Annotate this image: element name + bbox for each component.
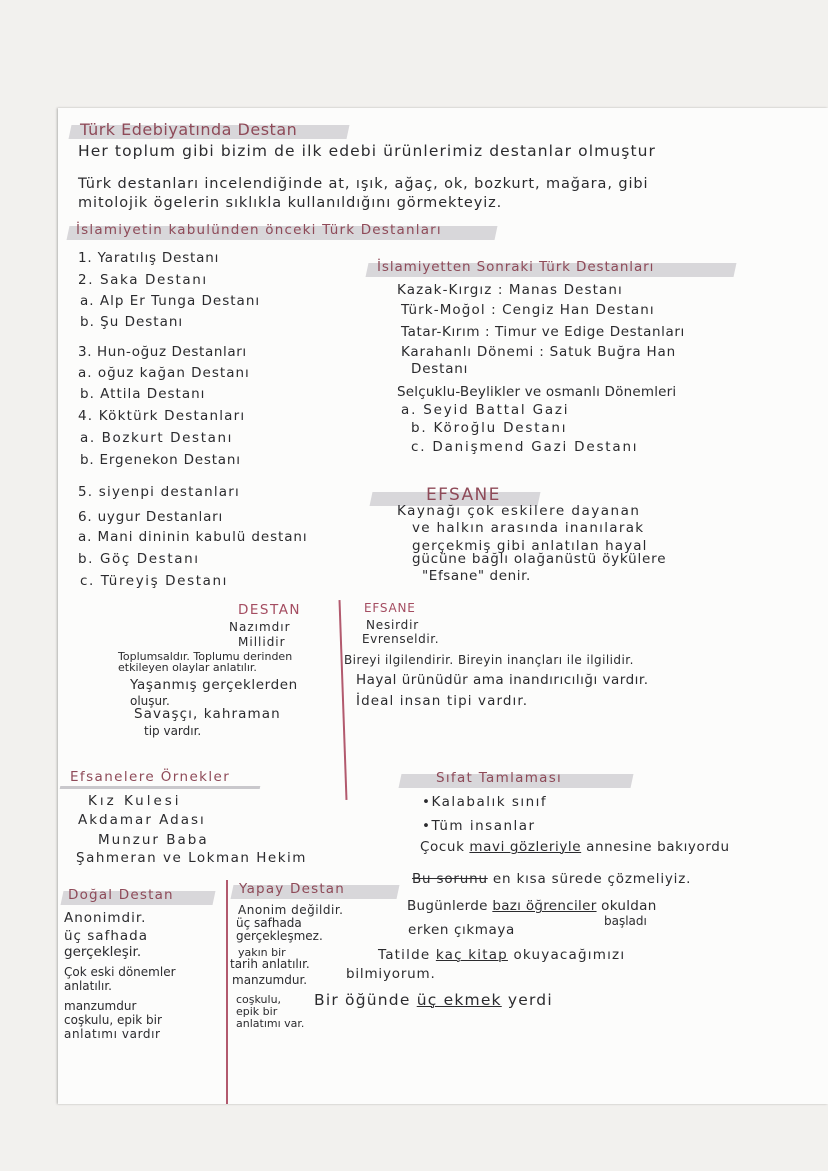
sentence-underlined: kaç kitap	[435, 947, 508, 963]
efsane-feature: Evrenseldir.	[362, 632, 440, 646]
list-item: b. Ergenekon Destanı	[80, 452, 241, 468]
sifat-sentence-3c: erken çıkmaya	[408, 922, 515, 938]
sifat-example: •Kalabalık sınıf	[422, 794, 548, 810]
sentence-word: Çocuk	[420, 839, 465, 855]
list-item: a. Bozkurt Destanı	[80, 430, 233, 446]
list-item: a. Alp Er Tunga Destanı	[80, 293, 261, 309]
destan-title: DESTAN	[238, 602, 302, 618]
destan-feature: Millidir	[238, 635, 286, 649]
page-title: Türk Edebiyatında Destan	[80, 120, 298, 139]
intro-line-2: Türk destanları incelendiğinde at, ışık, ağaç, ok, bozkurt, mağara, gibi	[78, 176, 649, 192]
example-item: Şahmeran ve Lokman Hekim	[76, 850, 307, 866]
list-item: 3. Hun-oğuz Destanları	[78, 344, 247, 360]
efsane-title: EFSANE	[364, 601, 416, 615]
destan-feature: tip vardır.	[144, 724, 202, 738]
dogal-feature: coşkulu, epik bir	[64, 1013, 162, 1027]
example-item: Kız Kulesi	[88, 793, 182, 809]
destan-feature: Yaşanmış gerçeklerden	[130, 677, 298, 693]
sifat-sentence-4	[378, 949, 625, 963]
efsane-heading: EFSANE	[426, 485, 501, 505]
sentence-word: Bir öğünde	[314, 991, 411, 1009]
sentence-underlined: mavi gözleriyle	[469, 839, 582, 855]
yapay-feature: manzumdur.	[232, 973, 308, 987]
sentence-word: Bugünlerde	[407, 898, 488, 914]
yapay-feature: anlatımı var.	[236, 1017, 305, 1030]
list-item: Selçuklu-Beylikler ve osmanlı Dönemleri	[397, 384, 677, 400]
list-item: a. Seyid Battal Gazi	[401, 402, 570, 418]
sentence-word: yerdi	[507, 991, 553, 1009]
sifat-sentence-4b: bilmiyorum.	[346, 966, 436, 982]
efsane-feature: Nesirdir	[366, 618, 419, 632]
dogal-feature: anlatılır.	[64, 979, 112, 993]
list-item: a. Mani dininin kabulü destanı	[78, 529, 308, 545]
sentence-word: en kısa sürede çözmeliyiz.	[492, 871, 692, 887]
list-item: Kazak-Kırgız : Manas Destanı	[397, 282, 623, 298]
sentence-word: okuldan	[601, 898, 657, 914]
dogal-heading: Doğal Destan	[68, 887, 174, 903]
destan-feature: Nazımdır	[229, 620, 291, 634]
sifat-sentence-2	[412, 873, 691, 887]
yapay-heading: Yapay Destan	[239, 881, 346, 897]
efsane-line: gücüne bağlı olağanüstü öykülere	[412, 551, 667, 567]
yapay-feature: tarih anlatılır.	[230, 957, 310, 971]
examples-highlight	[60, 786, 261, 789]
destan-feature: Savaşçı, kahraman	[134, 706, 281, 722]
example-item: Akdamar Adası	[78, 812, 206, 828]
efsane-feature: Hayal ürünüdür ama inandırıcılığı vardır.	[356, 672, 649, 688]
dogal-feature: Çok eski dönemler	[64, 965, 176, 979]
efsane-line: ve halkın arasında inanılarak	[412, 520, 645, 536]
examples-heading: Efsanelere Örnekler	[70, 769, 231, 785]
yapay-feature: Anonim değildir.	[238, 903, 344, 917]
pre-islam-heading: İslamiyetin kabulünden önceki Türk Destanları	[76, 222, 442, 238]
sifat-sentence-3b: başladı	[604, 914, 647, 928]
yapay-feature: coşkulu,	[236, 993, 282, 1006]
sifat-sentence-3	[407, 900, 657, 914]
post-islam-heading: İslamiyetten Sonraki Türk Destanları	[377, 259, 655, 275]
dogal-feature: anlatımı vardır	[64, 1027, 161, 1041]
list-item: 1. Yaratılış Destanı	[78, 250, 220, 266]
sentence-word: annesine bakıyordu	[586, 839, 730, 855]
list-item: b. Göç Destanı	[78, 551, 200, 567]
destan-type-divider	[226, 880, 228, 1104]
dogal-feature: gerçekleşir.	[64, 944, 142, 960]
list-item: 4. Köktürk Destanları	[78, 408, 246, 424]
yapay-feature: üç safhada	[236, 916, 302, 930]
sentence-struck: Bu sorunu	[412, 871, 488, 887]
list-item: Türk-Moğol : Cengiz Han Destanı	[401, 302, 655, 318]
yapay-feature: gerçekleşmez.	[236, 929, 323, 943]
efsane-line: "Efsane" denir.	[422, 568, 531, 584]
list-item: 6. uygur Destanları	[78, 509, 224, 525]
list-item: Karahanlı Dönemi : Satuk Buğra Han	[401, 344, 676, 360]
list-item: 5. siyenpi destanları	[78, 484, 240, 500]
destan-feature: oluşur.	[130, 694, 170, 708]
intro-line-1: Her toplum gibi bizim de ilk edebi ürünlerimiz destanlar olmuştur	[78, 142, 657, 160]
efsane-feature: İdeal insan tipi vardır.	[356, 693, 529, 709]
list-item: b. Şu Destanı	[80, 314, 184, 330]
sifat-sentence-1	[420, 841, 730, 855]
dogal-feature: manzumdur	[64, 999, 137, 1013]
yapay-feature: yakın bir	[238, 946, 286, 959]
dogal-feature: üç safhada	[64, 928, 148, 944]
sifat-heading: Sıfat Tamlaması	[436, 770, 563, 786]
efsane-line: Kaynağı çok eskilere dayanan	[397, 503, 641, 519]
efsane-line: gerçekmiş gibi anlatılan hayal	[412, 538, 648, 554]
dogal-feature: Anonimdir.	[64, 910, 147, 926]
sifat-sentence-5	[314, 993, 553, 1009]
list-item: Tatar-Kırım : Timur ve Edige Destanları	[401, 324, 685, 340]
efsane-feature: Bireyi ilgilendirir. Bireyin inançları ile ilgilidir.	[344, 653, 634, 667]
sentence-word: okuyacağımızı	[513, 947, 626, 963]
list-item: a. oğuz kağan Destanı	[78, 365, 250, 381]
example-item: Munzur Baba	[98, 832, 209, 848]
list-item: b. Attila Destanı	[80, 386, 206, 402]
sentence-underlined: üç ekmek	[416, 991, 502, 1009]
list-item: b. Köroğlu Destanı	[411, 420, 568, 436]
sentence-underlined: bazı öğrenciler	[492, 898, 597, 914]
sifat-example: •Tüm insanlar	[422, 818, 536, 834]
destan-feature: Toplumsaldır. Toplumu derinden	[118, 650, 293, 663]
list-item: 2. Saka Destanı	[78, 272, 208, 288]
list-item: c. Türeyiş Destanı	[80, 573, 228, 589]
intro-line-3: mitolojik ögelerin sıklıkla kullanıldığını görmekteyiz.	[78, 195, 503, 211]
yapay-feature: epik bir	[236, 1005, 278, 1018]
list-item: Destanı	[411, 361, 469, 377]
sentence-word: Tatilde	[378, 947, 431, 963]
destan-feature: etkileyen olaylar anlatılır.	[118, 661, 257, 674]
list-item: c. Danişmend Gazi Destanı	[411, 439, 639, 455]
